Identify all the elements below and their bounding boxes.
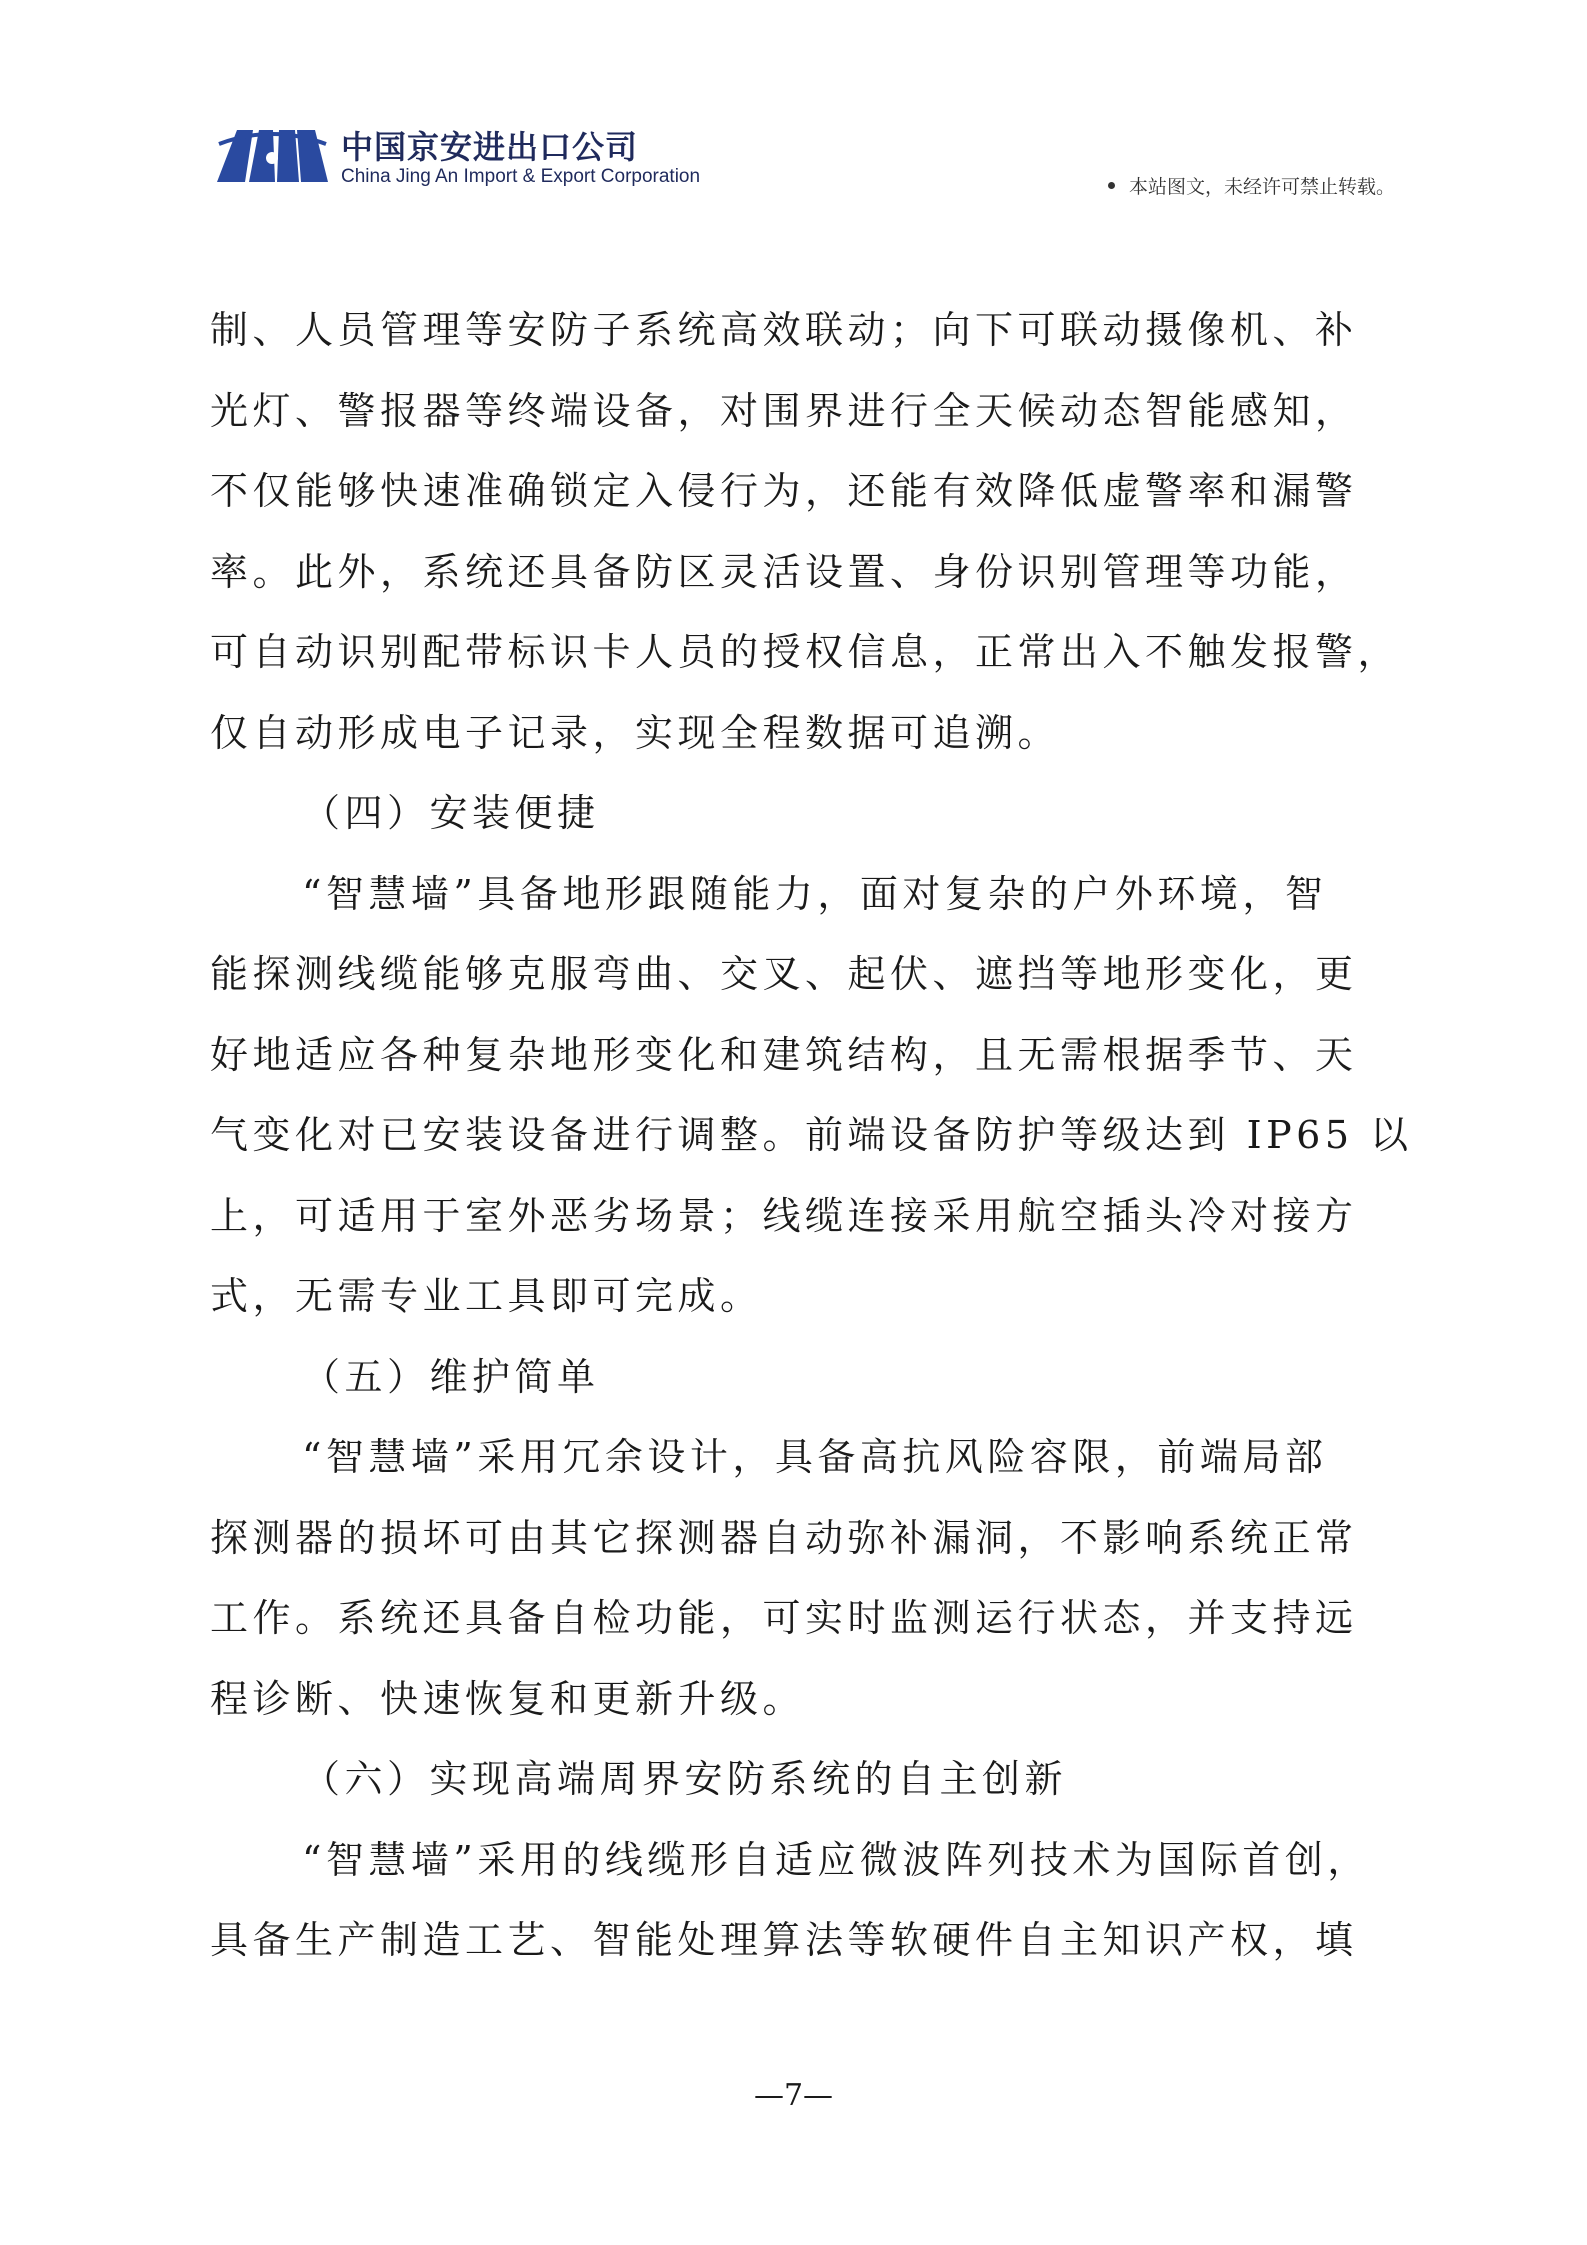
copyright-notice [1108, 172, 1395, 199]
company-name-cn: 中国京安进出口公司 [341, 128, 639, 166]
body-line: 制、人员管理等安防子系统高效联动；向下可联动摄像机、补 [210, 308, 1358, 352]
body-line: 探测器的损坏可由其它探测器自动弥补漏洞，不影响系统正常 [210, 1515, 1358, 1560]
section-heading-4: （四）安装便捷 [302, 791, 600, 835]
page-number: —7— [753, 2078, 834, 2113]
company-name-en: China Jing An Import & Export Corporation [341, 166, 701, 187]
section-heading-6: （六）实现高端周界安防系统的自主创新 [302, 1757, 1068, 1801]
body-line: 可自动识别配带标识卡人员的授权信息，正常出入不触发报警， [210, 630, 1401, 674]
body-line: 程诊断、快速恢复和更新升级。 [210, 1676, 806, 1721]
body-line: 式，无需专业工具即可完成。 [210, 1274, 763, 1318]
copyright-notice-text: 本站图文，未经许可禁止转载。 [1128, 176, 1395, 198]
body-line: 不仅能够快速准确锁定入侵行为，还能有效降低虚警率和漏警 [210, 469, 1358, 513]
body-line: 工作。系统还具备自检功能，可实时监测运行状态，并支持远 [210, 1596, 1358, 1640]
body-line: “智慧墙”采用的线缆形自适应微波阵列技术为国际首创， [302, 1837, 1370, 1882]
body-line: 仅自动形成电子记录，实现全程数据可追溯。 [210, 710, 1061, 755]
page-header [215, 118, 1395, 198]
company-logo [215, 122, 330, 184]
bullet-icon [1108, 182, 1115, 189]
body-line: 能探测线缆能够克服弯曲、交叉、起伏、遮挡等地形变化，更 [210, 952, 1358, 996]
body-line: 具备生产制造工艺、智能处理算法等软硬件自主知识产权，填 [210, 1918, 1358, 1962]
document-body [210, 290, 1413, 1981]
body-line: 上，可适用于室外恶劣场景；线缆连接采用航空插头冷对接方 [210, 1193, 1358, 1238]
body-line: “智慧墙”采用冗余设计，具备高抗风险容限，前端局部 [302, 1435, 1328, 1479]
body-line: 气变化对已安装设备进行调整。前端设备防护等级达到 IP65 以 [210, 1113, 1413, 1157]
body-line: “智慧墙”具备地形跟随能力，面对复杂的户外环境，智 [302, 871, 1328, 916]
body-line: 率。此外，系统还具备防区灵活设置、身份识别管理等功能， [210, 549, 1358, 594]
body-line: 光灯、警报器等终端设备，对围界进行全天候动态智能感知， [210, 388, 1358, 433]
body-line: 好地适应各种复杂地形变化和建筑结构，且无需根据季节、天 [210, 1032, 1358, 1077]
section-heading-5: （五）维护简单 [302, 1354, 600, 1399]
